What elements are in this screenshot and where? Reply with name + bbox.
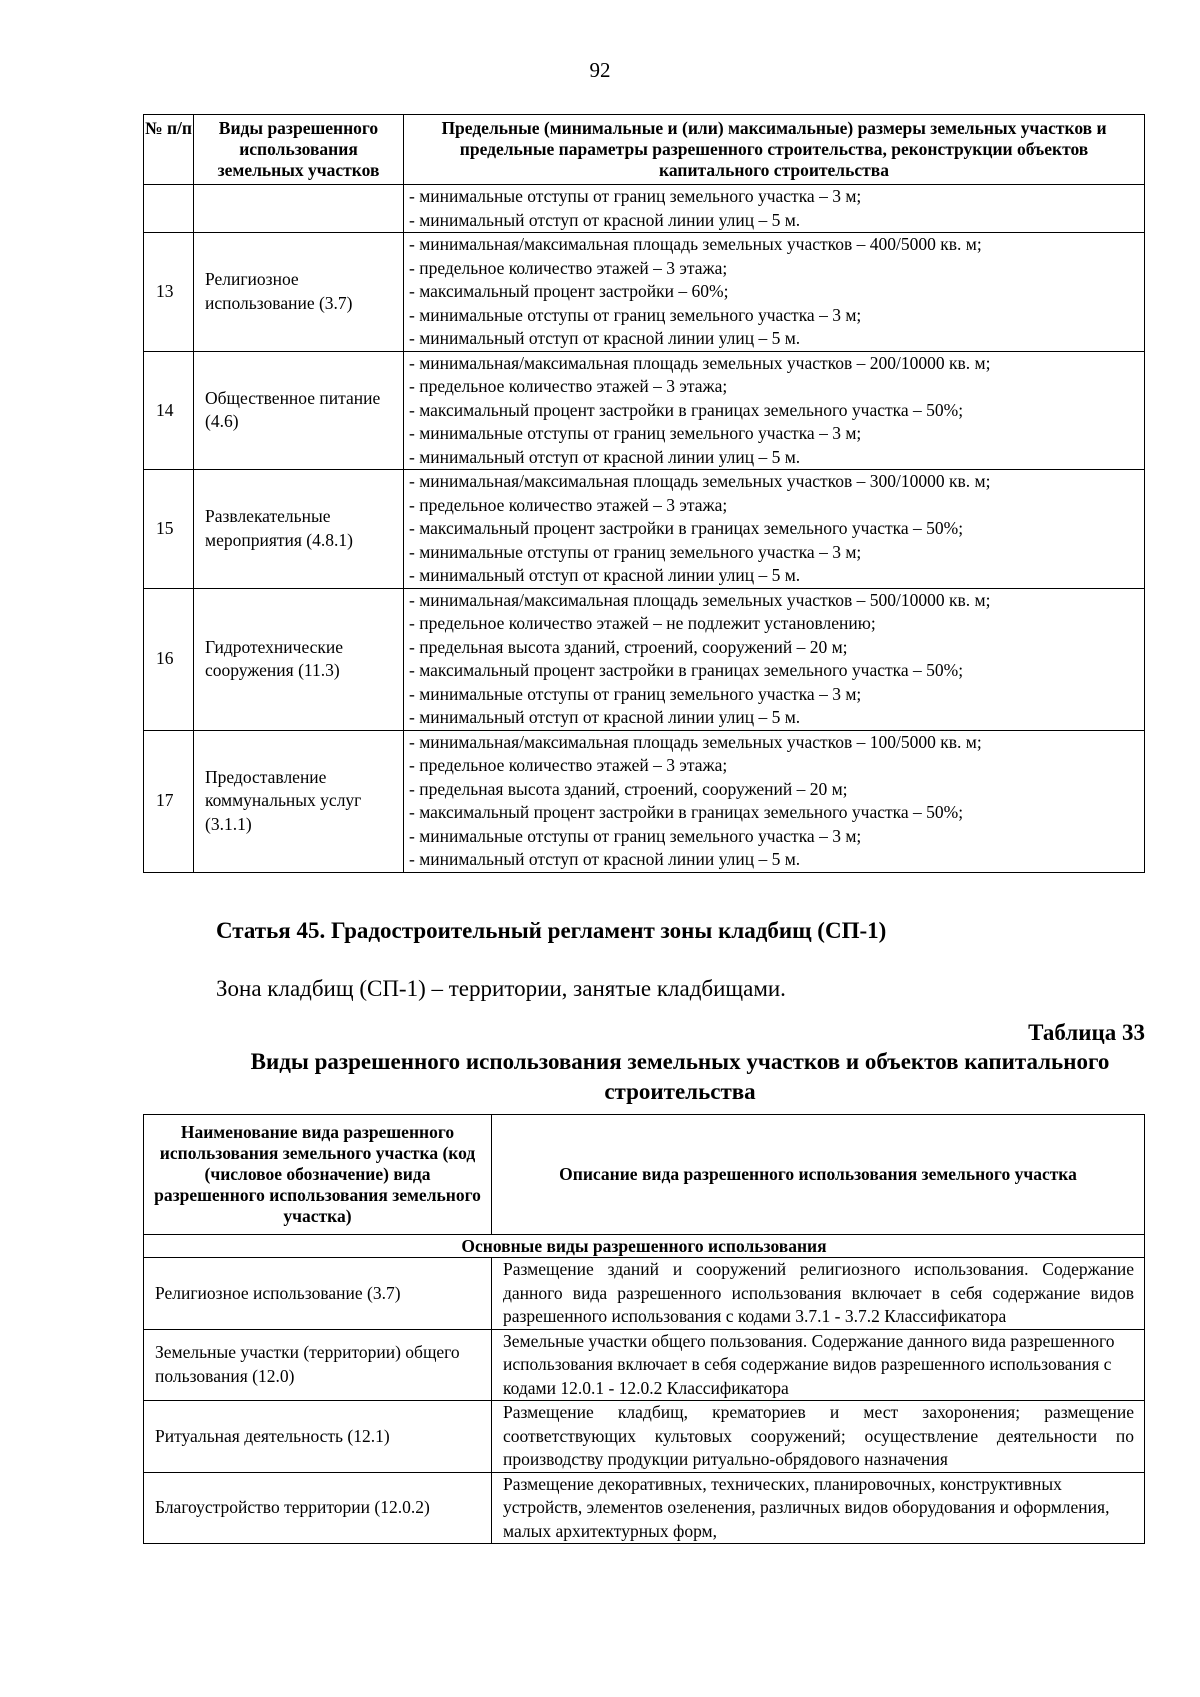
cell-use-type: Общественное питание (4.6) [194,351,404,470]
param-line: - минимальный отступ от красной линии улиц – 5 м. [409,565,801,585]
param-line: - максимальный процент застройки в границах земельного участка – 50%; [409,660,964,680]
cell-use-name: Земельные участки (территории) общего пользования (12.0) [144,1329,492,1401]
cell-number: 16 [144,588,194,730]
param-line: - минимальная/максимальная площадь земельных участков – 500/10000 кв. м; [409,589,991,610]
param-line: - предельное количество этажей – 3 этажа; [409,755,728,775]
cell-use-type [194,185,404,233]
cell-use-type: Гидротехнические сооружения (11.3) [194,588,404,730]
param-line: - минимальная/максимальная площадь земельных участков – 200/10000 кв. м; [409,352,991,373]
table-number: Таблица 33 [1028,1020,1145,1045]
param-line: - предельное количество этажей – 3 этажа; [409,376,728,396]
section-row [144,1235,1145,1258]
param-line: - минимальный отступ от красной линии улиц – 5 м. [409,446,801,467]
table-row [144,1258,1145,1330]
cell-use-description: Размещение кладбищ, крематориев и мест захоронения; размещение соответствующих культовых сооружений; осуществление деятельности по производству продукции ритуально-обрядового назначения [492,1401,1145,1473]
header-use-description: Описание вида разрешенного использования земельного участка [492,1115,1145,1235]
cell-parameters [404,588,1145,730]
cell-use-description: Размещение декоративных, технических, планировочных, конструктивных устройств, элементов озеленения, различных видов оборудования и оформления, малых архитектурных форм, [492,1472,1145,1544]
cell-use-name: Ритуальная деятельность (12.1) [144,1401,492,1473]
table-row [144,1329,1145,1401]
table-row [144,588,1145,730]
param-line: - максимальный процент застройки – 60%; [409,281,729,301]
table-row [144,1401,1145,1473]
cell-parameters [404,351,1145,470]
cell-number [144,185,194,233]
param-line: - минимальная/максимальная площадь земельных участков – 400/5000 кв. м; [409,234,982,254]
param-line: - минимальные отступы от границ земельного участка – 3 м; [409,423,862,443]
cell-use-name: Религиозное использование (3.7) [144,1258,492,1330]
cell-number: 15 [144,470,194,589]
param-line: - предельное количество этажей – 3 этажа; [409,494,728,515]
param-line: - максимальный процент застройки в границах земельного участка – 50%; [409,518,964,538]
param-line: - минимальные отступы от границ земельного участка – 3 м; [409,541,862,562]
cell-number: 17 [144,730,194,872]
param-line: - предельная высота зданий, строений, сооружений – 20 м; [409,636,848,657]
section-title: Основные виды разрешенного использования [144,1235,1145,1258]
cell-number: 14 [144,351,194,470]
header-parameters: Предельные (минимальные и (или) максимальные) размеры земельных участков и предельные параметры разрешенного строительства, реконструкции объектов капитального строительства [404,115,1145,185]
table-row [144,351,1145,470]
intro-text: Зона кладбищ (СП-1) – территории, занятые кладбищами. [216,976,786,1001]
table-row [144,730,1145,872]
param-line: - предельное количество этажей – не подлежит установлению; [409,613,876,633]
table-row [144,233,1145,352]
cell-use-description: Размещение зданий и сооружений религиозного использования. Содержание данного вида разрешенного использования включает в себя содержание видов разрешенного использования с кодами 3.7.1 - 3.7.2 Классификатора [492,1258,1145,1330]
cell-parameters [404,185,1145,233]
cell-use-name: Благоустройство территории (12.0.2) [144,1472,492,1544]
table-title: Виды разрешенного использования земельных участков и объектов капитального строительства [250,1049,1110,1104]
param-line: - минимальные отступы от границ земельного участка – 3 м; [409,304,862,325]
permitted-uses-table [143,1114,1145,1544]
header-use-name: Наименование вида разрешенного использования земельного участка (код (числовое обозначение) вида разрешенного использования земельного участка) [144,1115,492,1235]
cell-number: 13 [144,233,194,352]
cell-use-type: Развлекательные мероприятия (4.8.1) [194,470,404,589]
header-use-type: Виды разрешенного использования земельных участков [194,115,404,185]
param-line: - минимальный отступ от красной линии улиц – 5 м. [409,328,801,348]
table-row-continuation [144,185,1145,233]
param-line: - предельное количество этажей – 3 этажа; [409,257,728,278]
param-line: - минимальная/максимальная площадь земельных участков – 300/10000 кв. м; [409,471,991,491]
param-line: - максимальный процент застройки в границах земельного участка – 50%; [409,399,964,420]
cell-parameters [404,730,1145,872]
param-line: - максимальный процент застройки в границах земельного участка – 50%; [409,802,964,822]
table-row [144,470,1145,589]
header-number: № п/п [144,115,194,185]
table-row [144,1472,1145,1544]
param-line: - минимальный отступ от красной линии улиц – 5 м. [409,707,801,727]
param-line: - минимальные отступы от границ земельного участка – 3 м; [409,186,862,206]
zone-parameters-table [143,114,1145,873]
param-line: - минимальная/максимальная площадь земельных участков – 100/5000 кв. м; [409,731,982,752]
cell-use-type: Предоставление коммунальных услуг (3.1.1) [194,730,404,872]
param-line: - минимальный отступ от красной линии улиц – 5 м. [409,209,801,230]
cell-use-description: Земельные участки общего пользования. Содержание данного вида разрешенного использования включает в себя содержание видов разрешенного использования с кодами 12.0.1 - 12.0.2 Классификатора [492,1329,1145,1401]
article-heading: Статья 45. Градостроительный регламент зоны кладбищ (СП-1) [216,918,887,943]
param-line: - минимальные отступы от границ земельного участка – 3 м; [409,683,862,704]
cell-use-type: Религиозное использование (3.7) [194,233,404,352]
param-line: - предельная высота зданий, строений, сооружений – 20 м; [409,778,848,799]
param-line: - минимальный отступ от красной линии улиц – 5 м. [409,849,801,869]
cell-parameters [404,470,1145,589]
page-number: 92 [589,58,611,82]
param-line: - минимальные отступы от границ земельного участка – 3 м; [409,825,862,846]
cell-parameters [404,233,1145,352]
